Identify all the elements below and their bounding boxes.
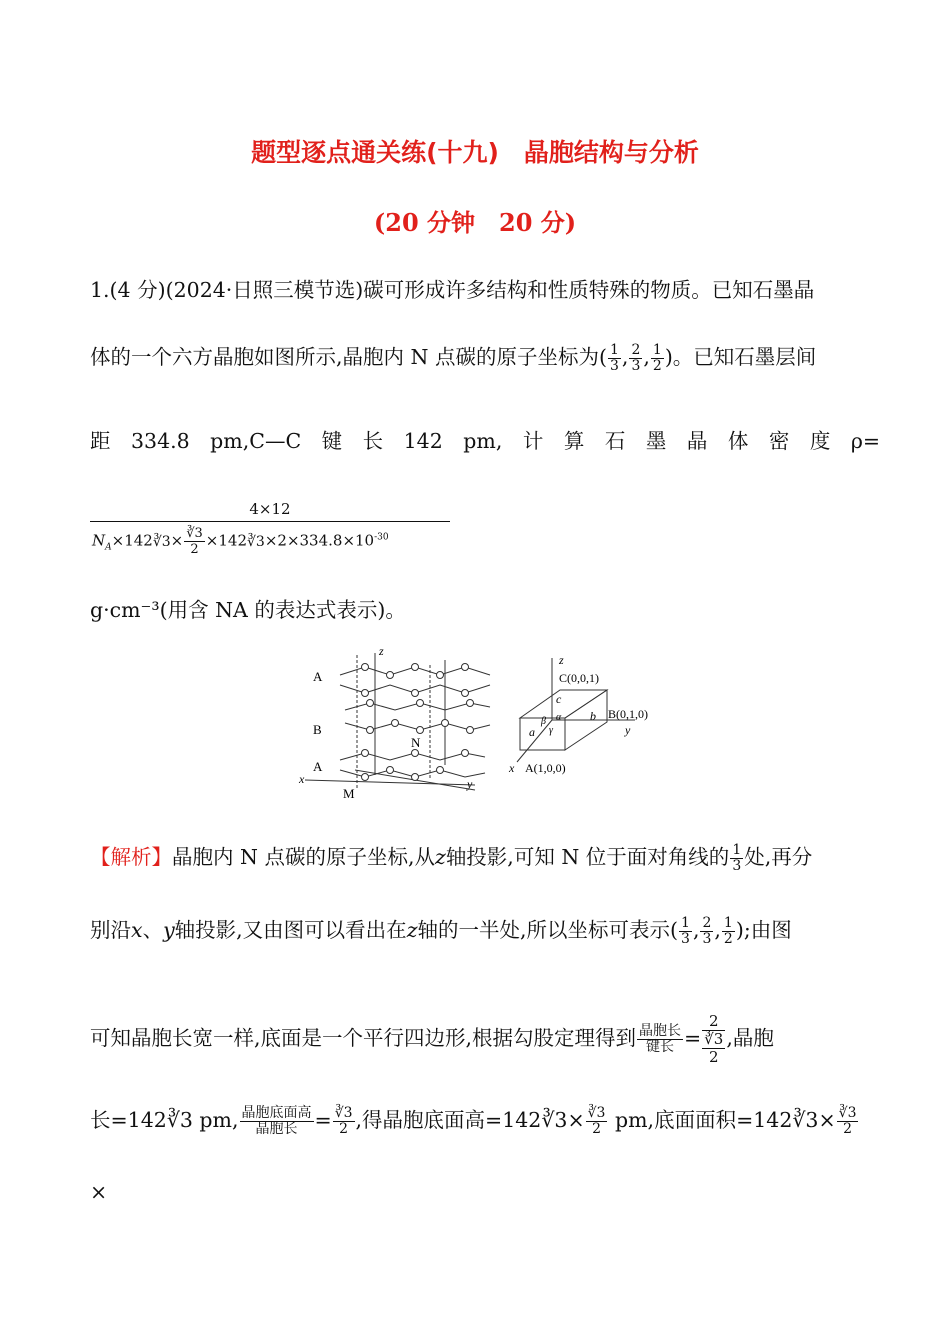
svg-text:B(0,1,0): B(0,1,0) (608, 707, 648, 721)
analysis-tag: 【解析】 (90, 845, 172, 869)
svg-text:x: x (509, 761, 515, 775)
svg-text:b: b (590, 709, 596, 723)
analysis-line-1: 【解析】晶胞内 N 点碳的原子坐标,从z轴投影,可知 N 位于面对角线的 $\frac{1}{3}$ 处,再分 (90, 842, 813, 874)
svg-text:y: y (625, 723, 631, 737)
svg-text:B: B (313, 722, 322, 737)
svg-text:C(0,0,1): C(0,0,1) (559, 671, 599, 685)
unit-cell-figure (505, 650, 665, 780)
coord-frac-1: $\frac{1}{3}$ (609, 342, 619, 374)
analysis-line-5: × (90, 1180, 108, 1204)
svg-text:z: z (379, 645, 384, 658)
svg-text:x: x (299, 772, 305, 786)
svg-text:a: a (529, 725, 535, 739)
svg-text:A(1,0,0): A(1,0,0) (525, 761, 566, 775)
svg-text:α: α (556, 712, 562, 723)
svg-text:N: N (411, 735, 421, 750)
svg-text:y: y (467, 777, 473, 791)
question-line-2: 体的一个六方晶胞如图所示,晶胞内 N 点碳的原子坐标为( $\frac{1}{3}$ , $\frac{2}{3}$ , $\frac{1}{2}$ )。已知石墨层间 (90, 342, 817, 374)
fraction-bar (90, 521, 450, 522)
svg-text:M: M (343, 786, 355, 801)
svg-text:γ: γ (549, 725, 553, 736)
graphite-structure-figure (295, 645, 495, 805)
svg-text:c: c (556, 692, 562, 706)
coord-frac-2: $\frac{2}{3}$ (631, 342, 641, 374)
density-numerator: 4×12 (249, 500, 291, 518)
svg-text:A: A (313, 669, 323, 684)
page-title: 题型逐点通关练(十九) 晶胞结构与分析 (251, 138, 699, 167)
question-line-3: 距 334.8 pm,C—C 键 长 142 pm, 计 算 石 墨 晶 体 密 度 ρ= (90, 429, 881, 453)
question-unit-line: g·cm⁻³(用含 NA 的表达式表示)。 (90, 598, 406, 622)
svg-text:z: z (559, 653, 564, 667)
coord-frac-3: $\frac{1}{2}$ (652, 342, 662, 374)
analysis-line-2: 别沿x、y轴投影,又由图可以看出在z轴的一半处,所以坐标可表示( $\frac{1}{3}$ , $\frac{2}{3}$ , $\frac{1}{2}$ );由图 (90, 915, 792, 947)
analysis-line-4: 长=142∛3 pm, $\frac{\text{晶胞底面高}}{\text{晶胞长}}$ = $\frac{∛3}{2}$ ,得晶胞底面高=142∛3× $\frac{∛3}{2}$ pm,底面面积=142∛3× $\frac{∛3}{2}$ (90, 1105, 857, 1137)
svg-text:β: β (541, 716, 546, 727)
question-line-1: 1.(4 分)(2024·日照三模节选)碳可形成许多结构和性质特殊的物质。已知石墨晶 (90, 278, 815, 302)
svg-text:A: A (313, 759, 323, 774)
density-denominator: $N_A\times 142∛3\times$ $\frac{∛3}{2}$ $\times 142∛3\times 2\times 334.8\times 10^{-30}$ (92, 526, 389, 557)
analysis-line-3: 可知晶胞长宽一样,底面是一个平行四边形,根据勾股定理得到 $\frac{\text{晶胞长}}{\text{键长}}$ = 2 ∛3 2 ,晶胞 (90, 1012, 774, 1066)
page-subtitle: (20 分钟 20 分) (373, 208, 577, 237)
